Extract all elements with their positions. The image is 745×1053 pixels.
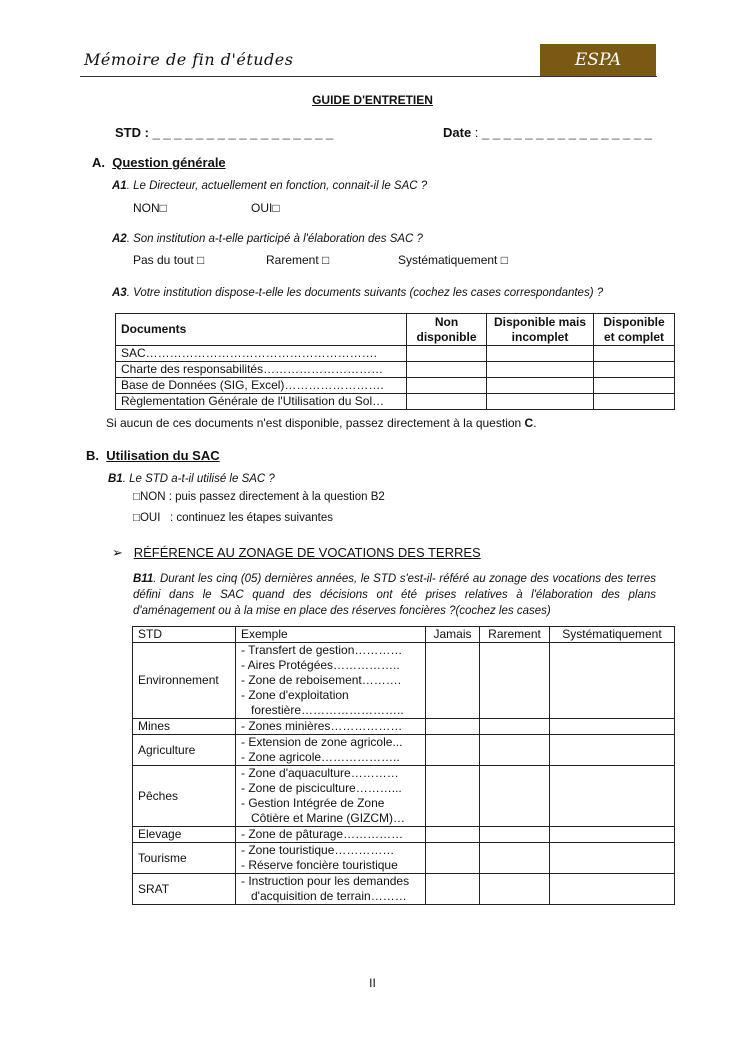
a3-id: A3 (112, 287, 127, 299)
example-item (241, 673, 420, 688)
example-item (241, 796, 420, 826)
example-text: Zones minières……………… (248, 719, 403, 733)
std-name: Tourisme (133, 843, 236, 874)
section-a-num: A. (92, 155, 105, 170)
b11-id: B11 (133, 573, 154, 585)
doc-title: GUIDE D'ENTRETIEN (312, 93, 433, 107)
examples-cell (236, 735, 426, 766)
col-rarement: Rarement (480, 627, 550, 643)
section-a-title: Question générale (112, 155, 226, 170)
example-item (241, 858, 420, 873)
example-item (241, 874, 420, 904)
checkbox-cell-rarement[interactable] (480, 843, 550, 874)
std-name: SRAT (133, 874, 236, 905)
section-a-heading (92, 155, 226, 170)
example-text: Zone agricole……………….. (248, 750, 400, 764)
checkbox-cell-rarement[interactable] (480, 643, 550, 719)
checkbox-cell-disponible-complet[interactable] (594, 394, 675, 410)
checkbox-cell-non-disponible[interactable] (407, 362, 487, 378)
table-row (116, 378, 675, 394)
b11-text: . Durant les cinq (05) dernières années, le STD s'est-il- référé au zonage des vocations des terres défini dans le SAC quand des décisions ont été prises relatives à l'élaboration des plans d'aménagement ou à la mise en place des réserves foncières ?(cochez les cases) (133, 573, 656, 617)
example-item (241, 827, 420, 842)
checkbox-cell-disponible-complet[interactable] (594, 378, 675, 394)
question-a3 (112, 287, 603, 299)
checkbox-cell-systematiquement[interactable] (550, 843, 675, 874)
a2-id: A2 (112, 233, 127, 245)
example-text: Extension de zone agricole... (248, 735, 403, 749)
checkbox-cell-non-disponible[interactable] (407, 346, 487, 362)
a2-text: . Son institution a-t-elle participé à l'élaboration des SAC ? (126, 233, 423, 245)
examples-cell (236, 874, 426, 905)
date-label: Date (443, 125, 472, 140)
document-name: Règlementation Générale de l'Utilisation du Sol… (116, 394, 407, 410)
col-documents: Documents (116, 314, 407, 346)
example-item (241, 719, 420, 734)
dash-bullet: - (241, 874, 249, 888)
dash-bullet: - (241, 735, 249, 749)
checkbox-cell-systematiquement[interactable] (550, 766, 675, 827)
example-item (241, 766, 420, 781)
table-header-row (133, 627, 675, 643)
checkbox-cell-disponible-complet[interactable] (594, 346, 675, 362)
date-sep: : (471, 125, 483, 140)
col-disponible-complet: Disponible et complet (594, 314, 675, 346)
question-b1 (108, 473, 275, 485)
table-row (116, 362, 675, 378)
a3-text: . Votre institution dispose-t-elle les documents suivants (cochez les cases correspondantes) ? (126, 287, 604, 299)
arrow-bullet-icon: ➢ (112, 545, 123, 560)
document-name: Base de Données (SIG, Excel)……………………. (116, 378, 407, 394)
bullet-text: RÉFÉRENCE AU ZONAGE DE VOCATIONS DES TERRES (133, 545, 481, 560)
table-row (133, 766, 675, 827)
section-b-title: Utilisation du SAC (106, 448, 220, 463)
a1-text: . Le Directeur, actuellement en fonction, connait-il le SAC ? (126, 180, 428, 192)
note-text: Si aucun de ces documents n'est disponible, passez directement à la question (106, 416, 525, 430)
example-text: Instruction pour les demandes d'acquisition de terrain……… (248, 874, 410, 903)
table-row (133, 719, 675, 735)
example-item (241, 735, 420, 750)
std-blank: _ _ _ _ _ _ _ _ _ _ _ _ _ _ _ _ _ (152, 125, 334, 140)
checkbox-cell-jamais[interactable] (426, 827, 480, 843)
std-name: Elevage (133, 827, 236, 843)
b1-id: B1 (108, 473, 123, 485)
checkbox-cell-systematiquement[interactable] (550, 719, 675, 735)
example-text: Zone de reboisement………. (248, 673, 402, 687)
header-divider (80, 76, 657, 77)
examples-cell (236, 827, 426, 843)
dash-bullet: - (241, 643, 249, 657)
checkbox-cell-disponible-incomplet[interactable] (487, 378, 594, 394)
std-name: Agriculture (133, 735, 236, 766)
date-blank: _ _ _ _ _ _ _ _ _ _ _ _ _ _ _ _ (482, 125, 652, 140)
checkbox-cell-rarement[interactable] (480, 827, 550, 843)
example-text: Transfert de gestion………… (248, 643, 403, 657)
header-badge: ESPA (540, 44, 656, 76)
checkbox-cell-disponible-incomplet[interactable] (487, 346, 594, 362)
document-name: SAC…………………………………………………. (116, 346, 407, 362)
dash-bullet: - (241, 719, 249, 733)
table-row (116, 346, 675, 362)
example-text: Gestion Intégrée de Zone Côtière et Marine (GIZCM)… (248, 796, 406, 825)
checkbox-cell-disponible-incomplet[interactable] (487, 362, 594, 378)
checkbox-cell-jamais[interactable] (426, 843, 480, 874)
col-systematiquement: Systématiquement (550, 627, 675, 643)
table-row (133, 843, 675, 874)
dash-bullet: - (241, 688, 249, 702)
page-number: II (369, 976, 376, 990)
dash-bullet: - (241, 673, 249, 687)
std-name: Environnement (133, 643, 236, 719)
dash-bullet: - (241, 858, 249, 872)
a1-option-non[interactable]: NON□ (133, 201, 167, 215)
header-title: Mémoire de fin d'études (84, 50, 294, 69)
std-field[interactable] (115, 125, 333, 140)
std-name: Pêches (133, 766, 236, 827)
checkbox-cell-disponible-incomplet[interactable] (487, 394, 594, 410)
dash-bullet: - (241, 827, 249, 841)
checkbox-cell-jamais[interactable] (426, 719, 480, 735)
checkbox-cell-jamais[interactable] (426, 735, 480, 766)
section-b-num: B. (86, 448, 99, 463)
example-item (241, 658, 420, 673)
section-b-heading (86, 448, 220, 463)
example-text: Zone touristique…………… (248, 843, 395, 857)
table-row (116, 394, 675, 410)
dash-bullet: - (241, 796, 249, 810)
table-header-row (116, 314, 675, 346)
a1-id: A1 (112, 180, 127, 192)
question-a2 (112, 233, 423, 245)
example-text: Zone d'aquaculture………… (248, 766, 399, 780)
example-item (241, 750, 420, 765)
dash-bullet: - (241, 781, 249, 795)
a2-option-rarement[interactable]: Rarement □ (266, 253, 330, 267)
example-text: Zone de pisciculture………... (248, 781, 402, 795)
checkbox-cell-systematiquement[interactable] (550, 827, 675, 843)
checkbox-cell-jamais[interactable] (426, 874, 480, 905)
examples-cell (236, 766, 426, 827)
table-row (133, 827, 675, 843)
examples-cell (236, 643, 426, 719)
table-row (133, 643, 675, 719)
dash-bullet: - (241, 750, 249, 764)
checkbox-cell-non-disponible[interactable] (407, 394, 487, 410)
b1-option-oui[interactable]: □OUI : continuez les étapes suivantes (133, 512, 333, 524)
col-disponible-incomplet: Disponible mais incomplet (487, 314, 594, 346)
example-text: Zone d'exploitation forestière…………………….. (248, 688, 404, 717)
checkbox-cell-systematiquement[interactable] (550, 643, 675, 719)
checkbox-cell-non-disponible[interactable] (407, 378, 487, 394)
a2-option-systematiquement[interactable]: Systématiquement □ (398, 253, 508, 267)
col-non-disponible: Non disponible (407, 314, 487, 346)
note-end: . (533, 416, 537, 430)
checkbox-cell-systematiquement[interactable] (550, 735, 675, 766)
std-name: Mines (133, 719, 236, 735)
example-text: Aires Protégées…………….. (247, 658, 400, 672)
checkbox-cell-rarement[interactable] (480, 735, 550, 766)
document-name: Charte des responsabilités………………………… (116, 362, 407, 378)
examples-cell (236, 843, 426, 874)
example-item (241, 688, 420, 718)
a2-option-pas-du-tout[interactable]: Pas du tout □ (133, 253, 205, 267)
date-field[interactable] (443, 125, 652, 140)
dash-bullet: - (241, 843, 249, 857)
question-b11 (133, 571, 656, 619)
example-text: Réserve foncière touristique (248, 858, 398, 872)
note-ref: C (524, 416, 534, 430)
checkbox-cell-jamais[interactable] (426, 643, 480, 719)
checkbox-cell-disponible-complet[interactable] (594, 362, 675, 378)
std-label: STD : (115, 125, 149, 140)
dash-bullet: - (241, 658, 248, 672)
checkbox-cell-systematiquement[interactable] (550, 874, 675, 905)
zonage-table (132, 626, 675, 905)
checkbox-cell-jamais[interactable] (426, 766, 480, 827)
checkbox-cell-rarement[interactable] (480, 766, 550, 827)
table-row (133, 735, 675, 766)
documents-table (115, 313, 675, 410)
table-row (133, 874, 675, 905)
skip-note (106, 416, 537, 430)
example-item (241, 843, 420, 858)
example-text: Zone de pâturage…………… (248, 827, 404, 841)
checkbox-cell-rarement[interactable] (480, 719, 550, 735)
dash-bullet: - (241, 766, 249, 780)
b1-option-non[interactable]: □NON : puis passez directement à la question B2 (133, 491, 385, 503)
example-item (241, 781, 420, 796)
col-std: STD (133, 627, 236, 643)
b1-text: . Le STD a-t-il utilisé le SAC ? (122, 473, 275, 485)
col-exemple: Exemple (236, 627, 426, 643)
col-jamais: Jamais (426, 627, 480, 643)
checkbox-cell-rarement[interactable] (480, 874, 550, 905)
question-a1 (112, 180, 427, 192)
bullet-heading (112, 545, 481, 561)
examples-cell (236, 719, 426, 735)
a1-option-oui[interactable]: OUI□ (251, 201, 280, 215)
example-item (241, 643, 420, 658)
